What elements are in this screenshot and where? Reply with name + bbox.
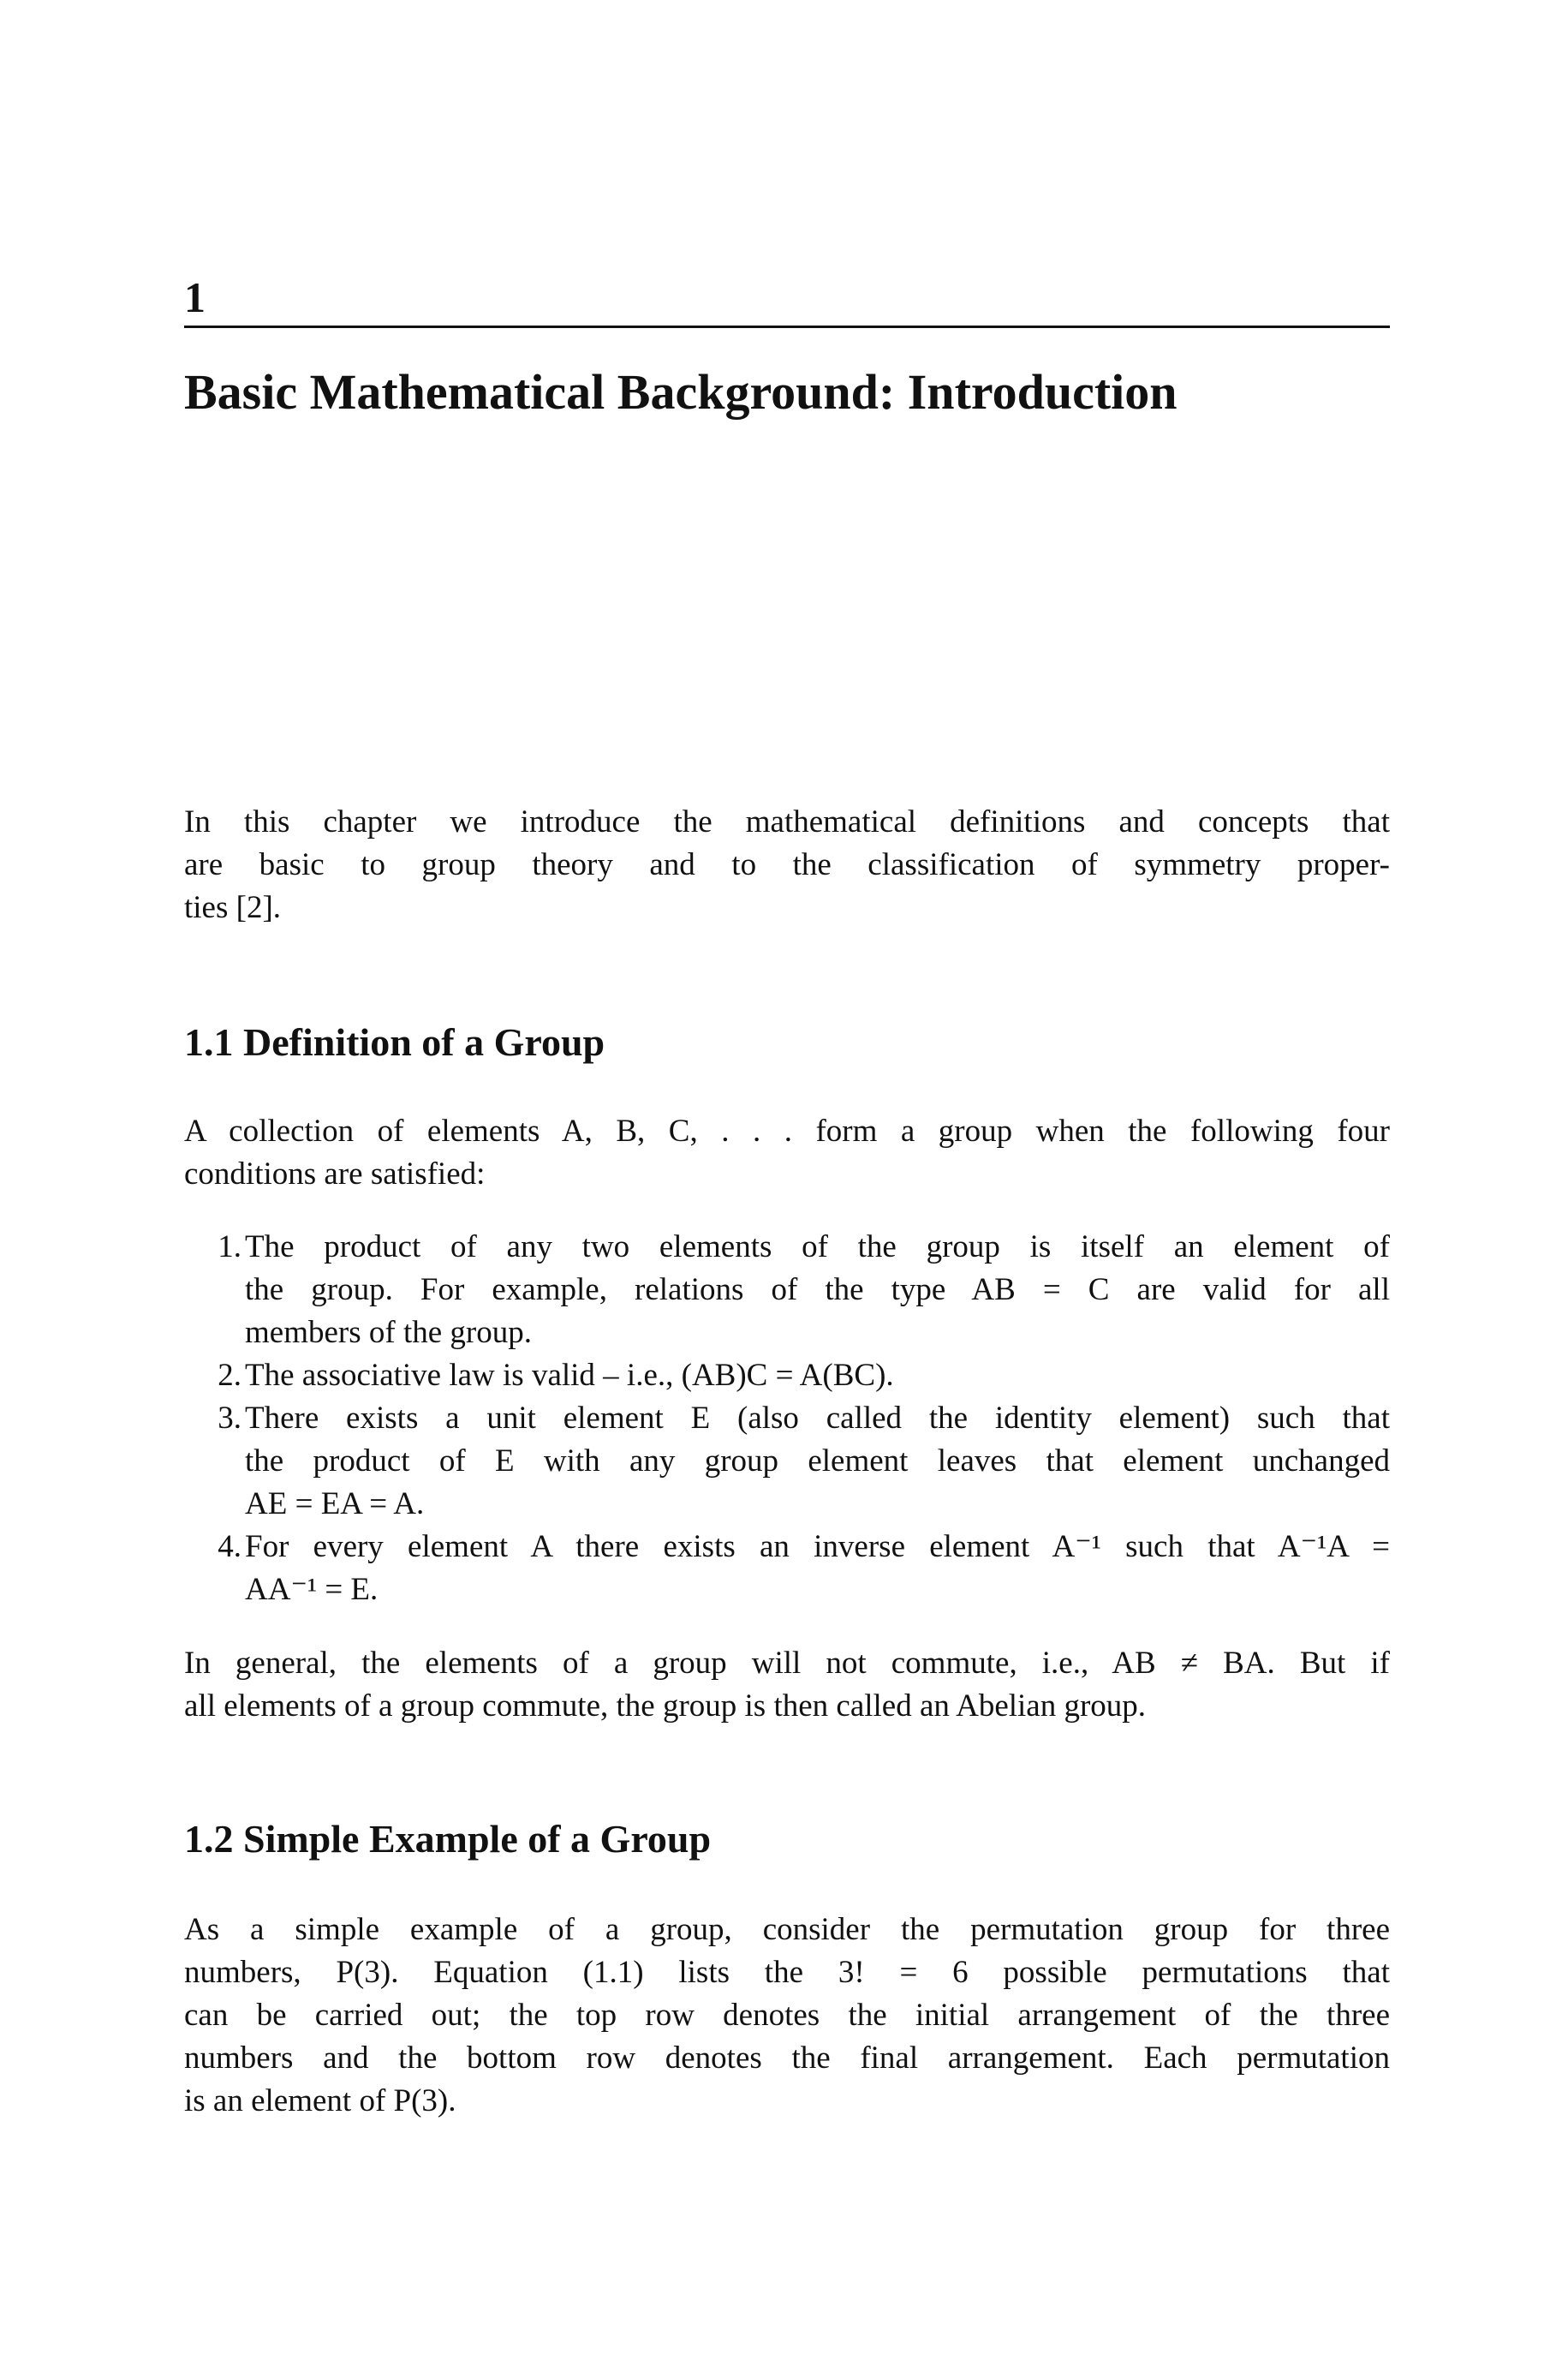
section-heading-1-2: 1.2 Simple Example of a Group bbox=[184, 1817, 712, 1861]
text-line: are basic to group theory and to the classification of symmetry proper- bbox=[184, 847, 1390, 882]
text-line: The associative law is valid – i.e., (AB)C = A(BC). bbox=[245, 1358, 894, 1393]
text-line: all elements of a group commute, the group is then called an Abelian group. bbox=[184, 1688, 1147, 1724]
list-number: 3. bbox=[218, 1401, 241, 1436]
list-number: 4. bbox=[218, 1529, 241, 1564]
text-line: AE = EA = A. bbox=[245, 1486, 425, 1521]
text-line: There exists a unit element E (also called the identity element) such that bbox=[245, 1401, 1390, 1436]
text-line: A collection of elements A, B, C, . . . form a group when the following four bbox=[184, 1114, 1390, 1149]
text-line: the product of E with any group element leaves that element unchanged bbox=[245, 1443, 1390, 1479]
text-line: ties [2]. bbox=[184, 890, 282, 925]
chapter-title: Basic Mathematical Background: Introduction bbox=[184, 364, 1177, 420]
text-line: As a simple example of a group, consider the permutation group for three bbox=[184, 1912, 1390, 1947]
text-line: numbers and the bottom row denotes the final arrangement. Each permutation bbox=[184, 2040, 1390, 2076]
example-paragraph bbox=[184, 1909, 1390, 2123]
list-item bbox=[184, 1354, 1390, 1397]
text-line: In general, the elements of a group will not commute, i.e., AB ≠ BA. But if bbox=[184, 1646, 1390, 1681]
list-item bbox=[184, 1397, 1390, 1526]
abelian-paragraph bbox=[184, 1642, 1390, 1728]
text-line: can be carried out; the top row denotes the initial arrangement of the three bbox=[184, 1998, 1390, 2033]
text-line: The product of any two elements of the group is itself an element of bbox=[245, 1229, 1390, 1264]
text-line: conditions are satisfied: bbox=[184, 1156, 486, 1192]
text-line: members of the group. bbox=[245, 1315, 532, 1350]
section-heading-1-1: 1.1 Definition of a Group bbox=[184, 1020, 605, 1064]
list-item bbox=[184, 1226, 1390, 1354]
chapter-number: 1 bbox=[184, 273, 206, 321]
intro-paragraph bbox=[184, 801, 1390, 929]
list-item bbox=[184, 1526, 1390, 1611]
list-number: 2. bbox=[218, 1358, 241, 1393]
text-line: In this chapter we introduce the mathematical definitions and concepts that bbox=[184, 804, 1390, 839]
list-number: 1. bbox=[218, 1229, 241, 1264]
text-line: For every element A there exists an inverse element A⁻¹ such that A⁻¹A = bbox=[245, 1529, 1390, 1564]
definition-paragraph bbox=[184, 1110, 1390, 1196]
text-line: AA⁻¹ = E. bbox=[245, 1572, 379, 1607]
chapter-rule bbox=[184, 326, 1390, 328]
text-line: is an element of P(3). bbox=[184, 2083, 456, 2118]
text-line: the group. For example, relations of the type AB = C are valid for all bbox=[245, 1272, 1390, 1307]
text-line: numbers, P(3). Equation (1.1) lists the 3! = 6 possible permutations that bbox=[184, 1955, 1390, 1990]
